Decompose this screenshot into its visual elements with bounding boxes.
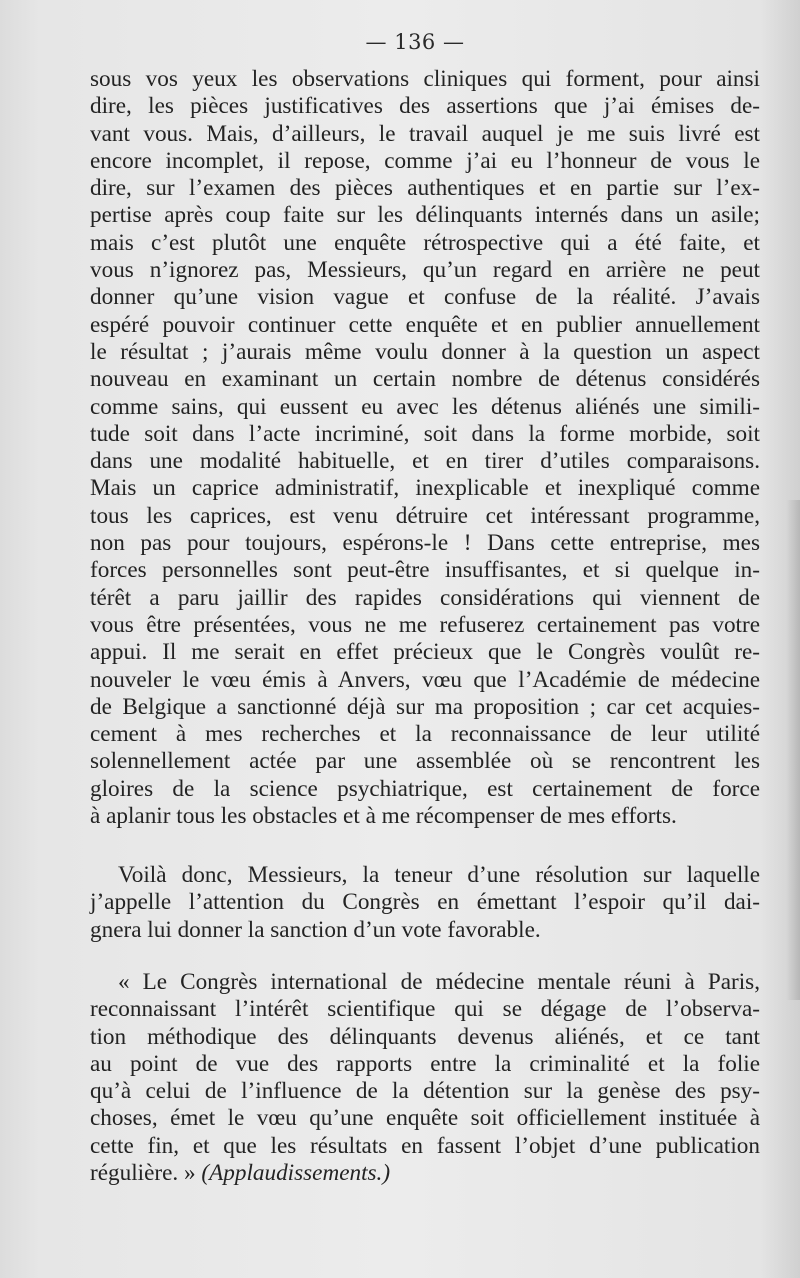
text-line: encore incomplet, il repose, comme j’ai eu l’honneur de vous le — [90, 147, 760, 174]
text-line: de Belgique a sanctionné déjà sur ma proposition ; car cet acquies- — [90, 693, 760, 720]
text-line: « Le Congrès international de médecine mentale réuni à Paris, — [118, 969, 760, 995]
text-line: à aplanir tous les obstacles et à me récompenser de mes efforts. — [90, 803, 677, 830]
text-line: forces personnelles sont peut-être insuffisantes, et si quelque in- — [90, 557, 760, 584]
text-line: donner qu’une vision vague et confuse de la réalité. J’avais — [90, 284, 760, 311]
paragraph-main — [90, 66, 760, 830]
text-line: pertise après coup faite sur les délinquants internés dans un asile; — [90, 202, 760, 229]
text-line: térêt a paru jaillir des rapides considérations qui viennent de — [90, 584, 760, 611]
text-line: gloires de la science psychiatrique, est certainement de force — [90, 775, 760, 802]
text-line: mais c’est plutôt une enquête rétrospective qui a été faite, et — [90, 229, 760, 256]
text-line: solennellement actée par une assemblée où se rencontrent les — [90, 748, 760, 775]
text-line: qu’à celui de l’influence de la détention sur la genèse des psy- — [90, 1078, 760, 1105]
text-line: cement à mes recherches et la reconnaissance de leur utilité — [90, 721, 760, 748]
text-line: vant vous. Mais, d’ailleurs, le travail auquel je me suis livré est — [90, 120, 760, 147]
text-line: vous n’ignorez pas, Messieurs, qu’un regard en arrière ne peut — [90, 257, 760, 284]
text-line: régulière. » (Applaudissements.) — [90, 1160, 391, 1187]
text-line: au point de vue des rapports entre la criminalité et la folie — [90, 1050, 760, 1077]
text-line: dans une modalité habituelle, et en tirer d’utiles comparaisons. — [90, 448, 760, 475]
page-edge-shadow — [786, 500, 800, 1000]
text-line: tous les caprices, est venu détruire cet intéressant programme, — [90, 502, 760, 529]
text-line: Mais un caprice administratif, inexplicable et inexpliqué comme — [90, 475, 760, 502]
applause-note: (Applaudissements.) — [201, 1160, 391, 1187]
paragraph-resolution-quote — [90, 969, 760, 1187]
text-line: j’appelle l’attention du Congrès en émettant l’espoir qu’il dai- — [90, 889, 760, 916]
text-line: gnera lui donner la sanction d’un vote favorable. — [90, 916, 541, 943]
paragraph-resolution-intro — [90, 862, 760, 944]
text-line: reconnaissant l’intérêt scientifique qui se dégage de l’observa- — [90, 996, 760, 1023]
text-line: comme sains, qui eussent eu avec les détenus aliénés une simili- — [90, 393, 760, 420]
text-line: nouveler le vœu émis à Anvers, vœu que l’Académie de médecine — [90, 666, 760, 693]
text-line: le résultat ; j’aurais même voulu donner à la question un aspect — [90, 338, 760, 365]
page-number: — 136 — — [365, 30, 465, 54]
text-line: tion méthodique des délinquants devenus aliénés, et ce tant — [90, 1023, 760, 1050]
text-line: espéré pouvoir continuer cette enquête et en publier annuellement — [90, 311, 760, 338]
text-line: dire, les pièces justificatives des assertions que j’ai émises de- — [90, 93, 760, 120]
text-line: vous être présentées, vous ne me refuserez certainement pas votre — [90, 611, 760, 638]
text-line: cette fin, et que les résultats en fassent l’objet d’une publication — [90, 1132, 760, 1159]
text-line: Voilà donc, Messieurs, la teneur d’une résolution sur laquelle — [118, 862, 760, 888]
text-line: tude soit dans l’acte incriminé, soit dans la forme morbide, soit — [90, 420, 760, 447]
text-line: appui. Il me serait en effet précieux que le Congrès voulût re- — [90, 639, 760, 666]
text-line: dire, sur l’examen des pièces authentiques et en partie sur l’ex- — [90, 175, 760, 202]
text-line: nouveau en examinant un certain nombre de détenus considérés — [90, 366, 760, 393]
text-line: non pas pour toujours, espérons-le ! Dans cette entreprise, mes — [90, 530, 760, 557]
text-line: choses, émet le vœu qu’une enquête soit officiellement instituée à — [90, 1105, 760, 1132]
text-line: sous vos yeux les observations cliniques qui forment, pour ainsi — [90, 66, 760, 92]
